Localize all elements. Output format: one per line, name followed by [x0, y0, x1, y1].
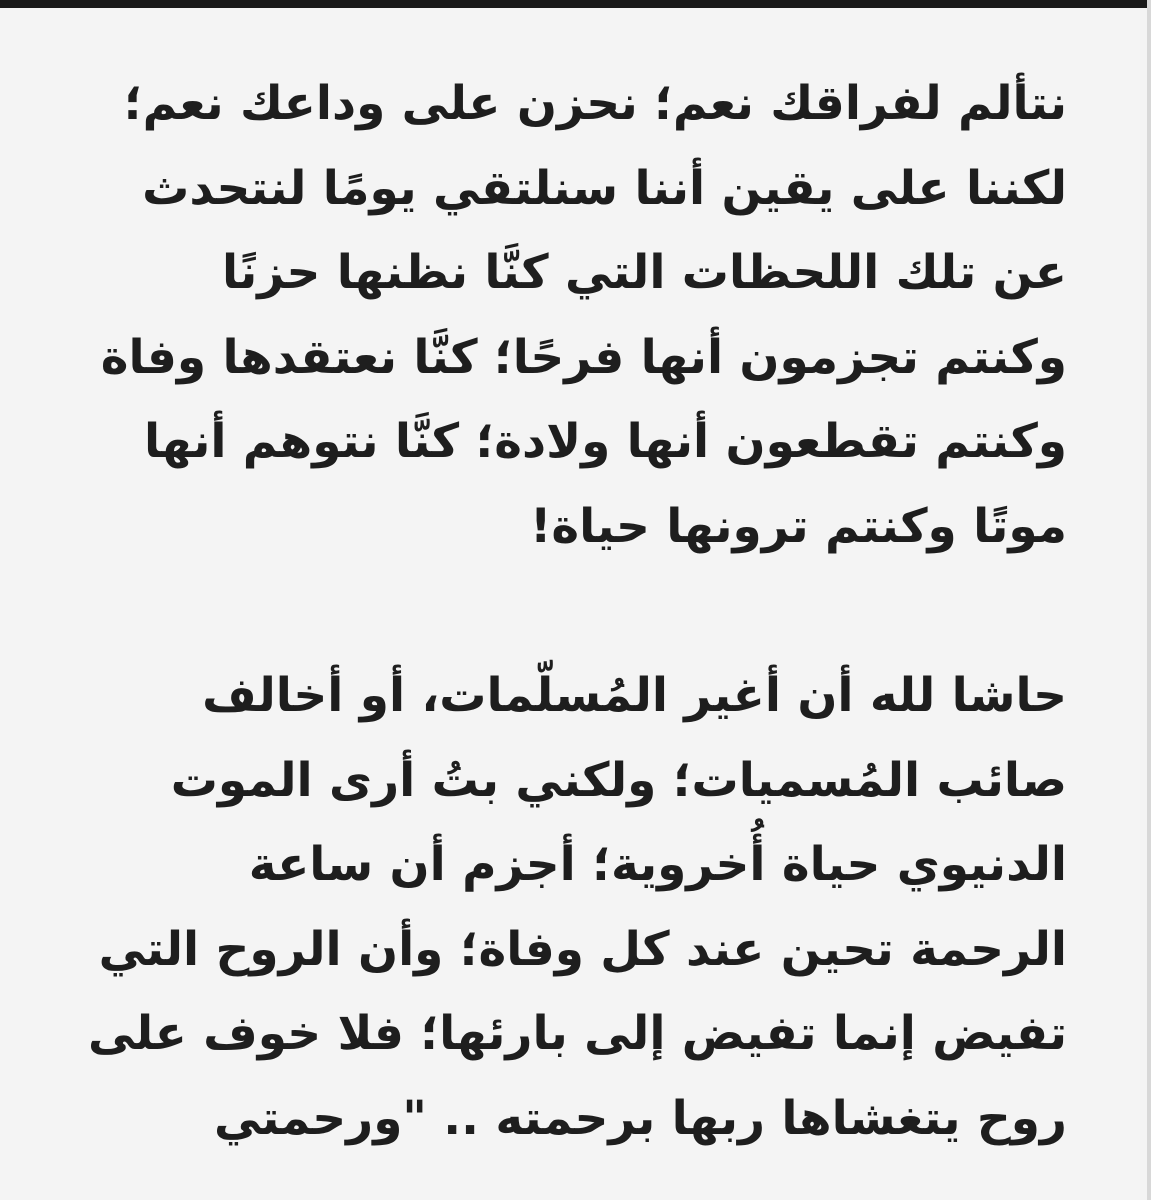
text-line: وكنتم تقطعون أنها ولادة؛ كنَّا نتوهم أنها: [144, 414, 1067, 469]
text-line: عن تلك اللحظات التي كنَّا نظنها حزنًا: [221, 245, 1067, 300]
top-border: [0, 0, 1151, 8]
text-line: وكنتم تجزمون أنها فرحًا؛ كنَّا نعتقدها وفاة: [100, 329, 1067, 385]
text-line: الدنيوي حياة أُخروية؛ أجزم أن ساعة: [248, 837, 1067, 892]
text-line: الرحمة تحين عند كل وفاة؛ وأن الروح التي: [98, 921, 1067, 977]
article-body: [67, 62, 1067, 1161]
text-line: صائب المُسميات؛ ولكني بتُ أرى الموت: [170, 752, 1067, 808]
text-line: روح يتغشاها ربها برحمته .. "ورحمتي: [214, 1090, 1067, 1146]
text-line: حاشا لله أن أغير المُسلّمات، أو أخالف: [202, 668, 1067, 723]
text-line: لكننا على يقين أننا سنلتقي يومًا لنتحدث: [142, 160, 1067, 216]
paragraph-1: [67, 62, 1067, 569]
right-edge-border: [1147, 0, 1151, 1200]
text-line: نتألم لفراقك نعم؛ نحزن على وداعك نعم؛: [123, 76, 1067, 131]
paragraph-2: [67, 654, 1067, 1161]
paragraph-gap: [67, 569, 1067, 654]
text-line: موتًا وكنتم ترونها حياة!: [529, 498, 1067, 554]
text-line: تفيض إنما تفيض إلى بارئها؛ فلا خوف على: [87, 1006, 1067, 1061]
